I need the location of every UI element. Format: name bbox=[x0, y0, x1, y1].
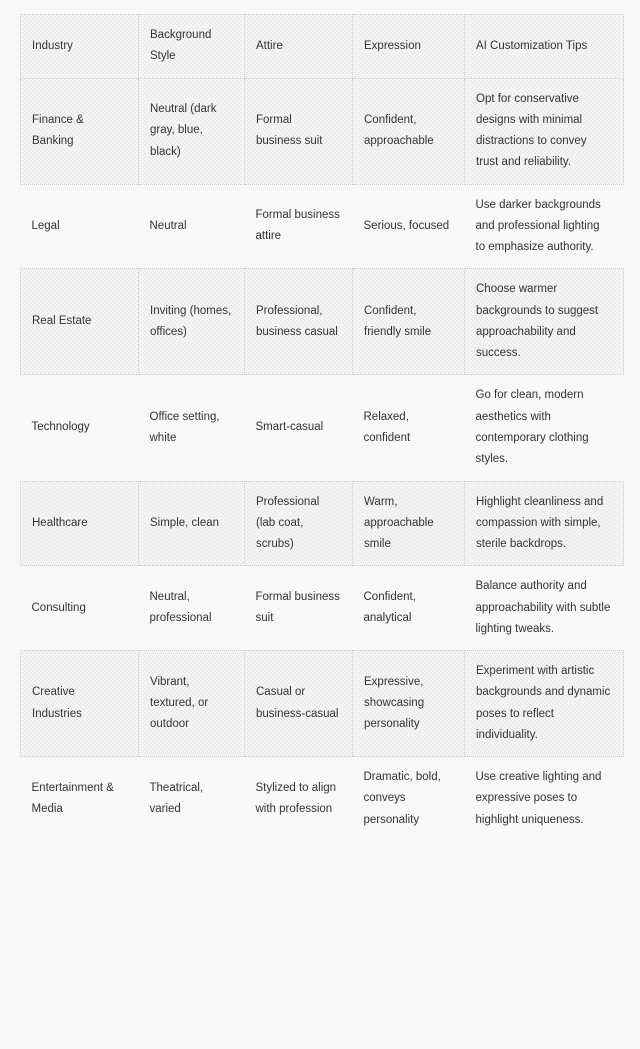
table-cell-expression bbox=[353, 651, 465, 757]
cell-text-attire: Casual or business-casual bbox=[256, 686, 339, 720]
cell-text-tips: Use darker backgrounds and professional lighting to emphasize authority. bbox=[475, 198, 601, 254]
table-header bbox=[21, 15, 624, 79]
table-cell-background bbox=[139, 481, 245, 566]
table-cell-attire bbox=[245, 184, 353, 269]
cell-text-expression: Dramatic, bold, conveys personality bbox=[363, 771, 441, 826]
cell-text-expression: Expressive, showcasing personality bbox=[364, 675, 425, 731]
column-header-attire-label: Attire bbox=[256, 39, 283, 52]
row-industry-cell bbox=[21, 184, 139, 269]
cell-text-industry: Finance & Banking bbox=[32, 113, 84, 148]
cell-text-tips: Experiment with artistic backgrounds and dynamic poses to reflect individuality. bbox=[476, 665, 611, 741]
industry-style-table bbox=[20, 14, 624, 841]
table-row bbox=[21, 78, 624, 184]
row-industry-cell bbox=[21, 651, 139, 757]
cell-text-attire: Formal business suit bbox=[255, 590, 340, 625]
cell-text-industry: Creative Industries bbox=[32, 686, 82, 720]
cell-text-industry: Healthcare bbox=[32, 516, 88, 529]
table-cell-background bbox=[139, 757, 245, 841]
cell-text-background: Neutral (dark gray, blue, black) bbox=[150, 103, 217, 158]
table-cell-attire bbox=[245, 481, 353, 566]
table-cell-background bbox=[139, 651, 245, 757]
table-header-row bbox=[21, 15, 624, 79]
cell-text-industry: Consulting bbox=[31, 601, 86, 614]
table-cell-background bbox=[139, 375, 245, 481]
cell-text-tips: Opt for conservative designs with minimal distractions to convey trust and reliability. bbox=[476, 92, 587, 169]
cell-text-expression: Serious, focused bbox=[363, 219, 450, 232]
table-row bbox=[21, 757, 624, 841]
column-header-expression bbox=[353, 15, 465, 79]
cell-text-expression: Confident, friendly smile bbox=[364, 304, 432, 338]
row-industry-cell bbox=[21, 566, 139, 651]
cell-text-attire: Professional, business casual bbox=[256, 304, 338, 338]
table-cell-tips bbox=[465, 651, 624, 757]
cell-text-background: Simple, clean bbox=[150, 516, 220, 529]
cell-text-background: Neutral, professional bbox=[149, 590, 212, 625]
table-cell-expression bbox=[353, 757, 465, 841]
cell-text-industry: Technology bbox=[31, 421, 90, 434]
table-row bbox=[21, 481, 624, 566]
cell-text-expression: Confident, approachable bbox=[364, 113, 434, 148]
cell-text-background: Theatrical, varied bbox=[149, 781, 204, 816]
cell-text-attire: Stylized to align with profession bbox=[255, 781, 337, 816]
column-header-ai-customization-tips bbox=[465, 15, 624, 79]
cell-text-expression: Warm, approachable smile bbox=[364, 495, 434, 551]
cell-text-tips: Go for clean, modern aesthetics with contemporary clothing styles. bbox=[475, 389, 589, 466]
cell-text-tips: Balance authority and approachability with subtle lighting tweaks. bbox=[475, 580, 611, 635]
cell-text-industry: Legal bbox=[31, 219, 60, 232]
table-cell-tips bbox=[465, 566, 624, 651]
table-cell-tips bbox=[465, 481, 624, 566]
table-cell-attire bbox=[245, 78, 353, 184]
table-cell-expression bbox=[353, 184, 465, 269]
column-header-industry-label: Industry bbox=[32, 39, 73, 52]
table-cell-attire bbox=[245, 269, 353, 375]
cell-text-industry: Entertainment & Media bbox=[31, 781, 114, 816]
table-cell-attire bbox=[245, 375, 353, 481]
table-cell-expression bbox=[353, 269, 465, 375]
column-header-ai-customization-tips-label: AI Customization Tips bbox=[476, 39, 588, 52]
table-cell-tips bbox=[465, 184, 624, 269]
document-sheet bbox=[9, 0, 640, 1049]
table-row bbox=[21, 375, 624, 481]
table-cell-tips bbox=[465, 269, 624, 375]
table-row bbox=[21, 184, 624, 269]
cell-text-attire: Formal business suit bbox=[256, 113, 323, 148]
table-cell-expression bbox=[353, 481, 465, 566]
table-cell-background bbox=[139, 184, 245, 269]
table-cell-attire bbox=[245, 566, 353, 651]
table-cell-background bbox=[139, 78, 245, 184]
table-row bbox=[21, 651, 624, 757]
table-cell-tips bbox=[465, 78, 624, 184]
cell-text-background: Neutral bbox=[149, 219, 187, 232]
row-industry-cell bbox=[21, 481, 139, 566]
cell-text-attire: Formal business attire bbox=[255, 209, 340, 243]
row-industry-cell bbox=[21, 757, 139, 841]
table-cell-attire bbox=[245, 757, 353, 841]
table-cell-tips bbox=[465, 375, 624, 481]
cell-text-expression: Confident, analytical bbox=[363, 590, 416, 625]
cell-text-background: Vibrant, textured, or outdoor bbox=[150, 675, 209, 731]
cell-text-industry: Real Estate bbox=[32, 315, 92, 328]
table-cell-expression bbox=[353, 78, 465, 184]
table-cell-background bbox=[139, 566, 245, 651]
table-body bbox=[21, 78, 624, 841]
cell-text-attire: Professional (lab coat, scrubs) bbox=[256, 495, 320, 551]
cell-text-attire: Smart-casual bbox=[255, 421, 324, 434]
column-header-expression-label: Expression bbox=[364, 39, 421, 52]
cell-text-tips: Use creative lighting and expressive poses to highlight uniqueness. bbox=[475, 771, 602, 826]
table-cell-tips bbox=[465, 757, 624, 841]
table-cell-expression bbox=[353, 566, 465, 651]
column-header-background-style bbox=[139, 15, 245, 79]
row-industry-cell bbox=[21, 269, 139, 375]
cell-text-tips: Choose warmer backgrounds to suggest approachability and success. bbox=[476, 283, 599, 360]
cell-text-tips: Highlight cleanliness and compassion with simple, sterile backdrops. bbox=[476, 495, 604, 551]
table-row bbox=[21, 566, 624, 651]
table-row bbox=[21, 269, 624, 375]
column-header-industry bbox=[21, 15, 139, 79]
cell-text-expression: Relaxed, confident bbox=[363, 410, 411, 444]
row-industry-cell bbox=[21, 78, 139, 184]
table-cell-expression bbox=[353, 375, 465, 481]
cell-text-background: Inviting (homes, offices) bbox=[150, 304, 232, 338]
table-cell-attire bbox=[245, 651, 353, 757]
cell-text-background: Office setting, white bbox=[149, 410, 220, 444]
column-header-background-style-label: Background Style bbox=[150, 29, 212, 63]
row-industry-cell bbox=[21, 375, 139, 481]
column-header-attire bbox=[245, 15, 353, 79]
table-cell-background bbox=[139, 269, 245, 375]
